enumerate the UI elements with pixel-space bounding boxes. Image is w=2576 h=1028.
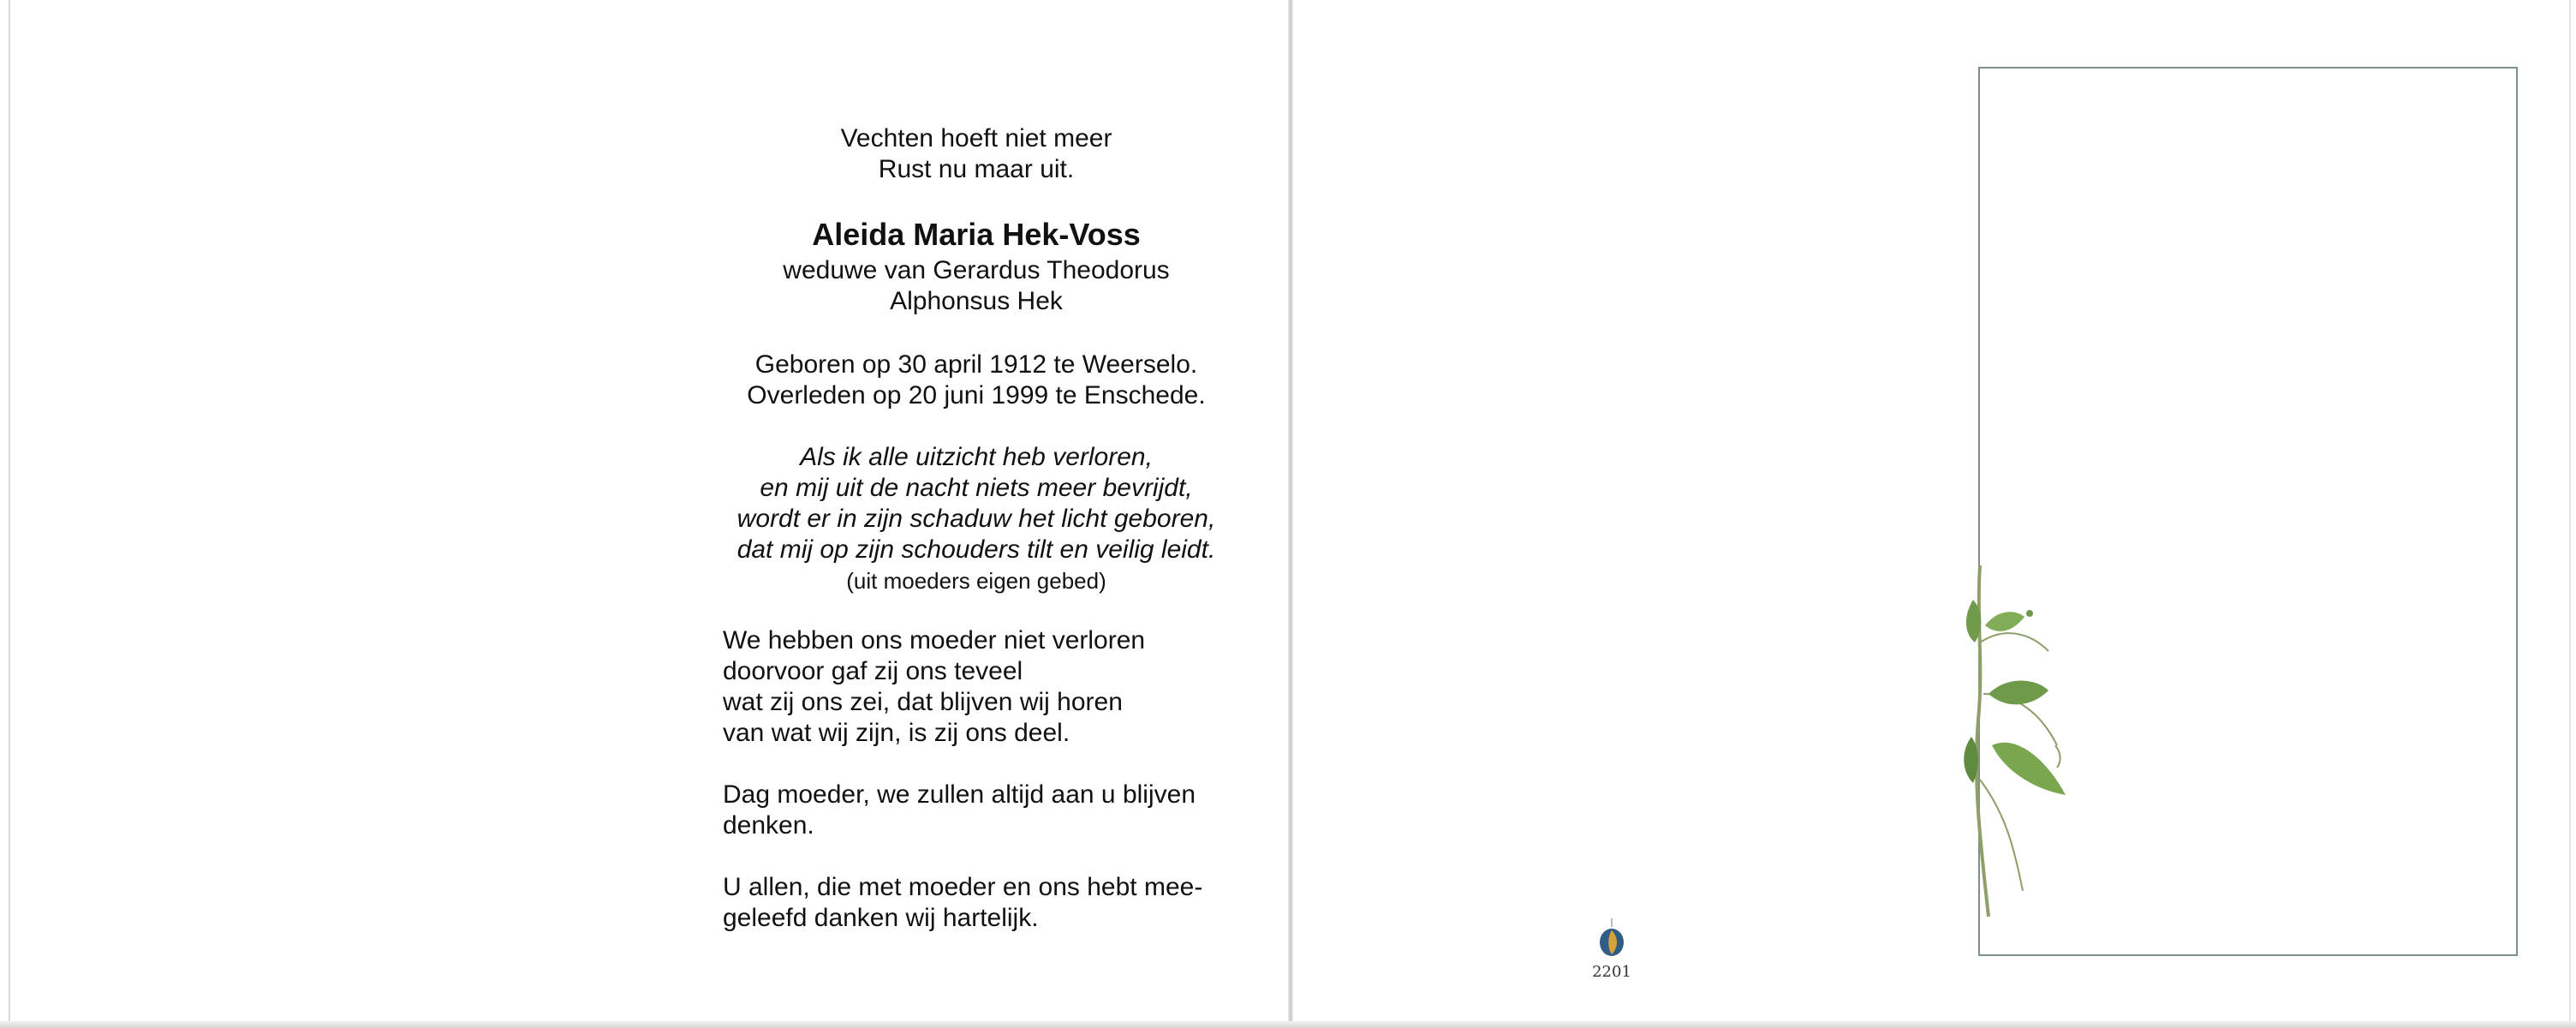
birth-date-line: Geboren op 30 april 1912 te Weerselo. — [754, 350, 1198, 379]
spouse-line — [702, 255, 1250, 317]
deceased-name: Aleida Maria Hek-Voss — [812, 217, 1141, 252]
farewell-line: denken. — [723, 811, 814, 840]
farewell-line: Dag moeder, we zullen altijd aan u blijven — [723, 780, 1196, 809]
spouse-line-text: weduwe van Gerardus Theodorus — [783, 256, 1170, 284]
poem-line: en mij uit de nacht niets meer bevrijdt, — [760, 474, 1193, 502]
thanks-line: geleefd danken wij hartelijk. — [723, 904, 1039, 932]
verse-line: doorvoor gaf zij ons teveel — [723, 657, 1023, 685]
verse-line: We hebben ons moeder niet verloren — [723, 626, 1146, 654]
spouse-line-text: Alphonsus Hek — [890, 287, 1063, 315]
thanks — [723, 872, 1271, 934]
motto-line: Vechten hoeft niet meer — [840, 124, 1112, 152]
verse-line: wat zij ons zei, dat blijven wij horen — [723, 688, 1123, 716]
death-date-line: Overleden op 20 juni 1999 te Enschede. — [747, 381, 1206, 409]
card-bottom-edge — [0, 1021, 2576, 1028]
verse — [723, 625, 1271, 749]
verse-line: van wat wij zijn, is zij ons deel. — [723, 719, 1070, 747]
card-fold — [1288, 0, 1293, 1028]
printer-logo-icon — [1596, 918, 1627, 958]
poem-note: (uit moeders eigen gebed) — [846, 568, 1106, 594]
poem — [685, 442, 1267, 565]
climbing-plant-icon — [1954, 565, 2108, 925]
poem-line: dat mij op zijn schouders tilt en veilig leidt. — [736, 535, 1216, 564]
poem-line: wordt er in zijn schaduw het licht geboren, — [736, 505, 1216, 533]
life-dates — [702, 350, 1250, 411]
print-code: 2201 — [1592, 963, 1631, 981]
motto-line: Rust nu maar uit. — [878, 155, 1075, 183]
farewell — [723, 780, 1271, 841]
poem-line: Als ik alle uitzicht heb verloren, — [800, 443, 1153, 471]
motto — [702, 123, 1250, 185]
thanks-line: U allen, die met moeder en ons hebt mee- — [723, 873, 1203, 901]
